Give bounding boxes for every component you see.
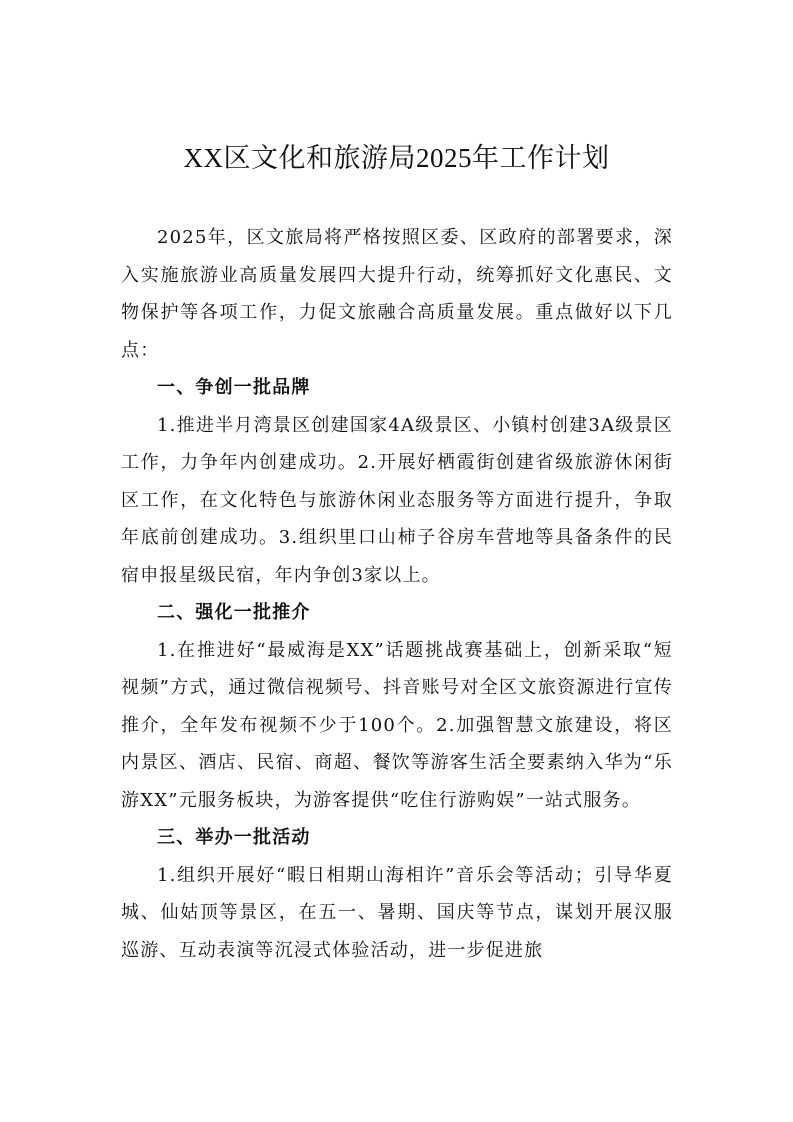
section-paragraph-activities: 1.组织开展好“暇日相期山海相许”音乐会等活动；引导华夏城、仙姑顶等景区，在五一、暑期、国庆等节点，谋划开展汉服巡游、互动表演等沉浸式体验活动，进一步促进旅: [121, 864, 673, 961]
section-paragraph-promotion: 1.在推进好“最威海是XX”话题挑战赛基础上，创新采取“短视频”方式，通过微信视频号、抖音账号对全区文旅资源进行宣传推介，全年发布视频不少于100个。2.加强智慧文旅建设，将区内景区、酒店、民宿、商超、餐饮等游客生活全要素纳入华为“乐游XX”元服务板块，为游客提供“吃住行游购娱”一站式服务。: [121, 639, 673, 811]
intro-paragraph: 2025年，区文旅局将严格按照区委、区政府的部署要求，深入实施旅游业高质量发展四大提升行动，统筹抓好文化惠民、文物保护等各项工作，力促文旅融合高质量发展。重点做好以下几点：: [121, 227, 673, 361]
section-heading-promotion: 二、强化一批推介: [157, 602, 311, 623]
section-paragraph-brands: 1.推进半月湾景区创建国家4A级景区、小镇村创建3A级景区工作，力争年内创建成功。2.开展好栖霞街创建省级旅游休闲街区工作，在文化特色与旅游休闲业态服务等方面进行提升，争取年底前创建成功。3.组织里口山柿子谷房车营地等具备条件的民宿申报星级民宿，年内争创3家以上。: [121, 414, 673, 586]
document-body: [121, 219, 673, 969]
document-title: XX区文化和旅游局2025年工作计划: [183, 143, 610, 173]
section-heading-activities: 三、举办一批活动: [157, 827, 311, 848]
section-heading-brands: 一、争创一批品牌: [157, 377, 311, 398]
